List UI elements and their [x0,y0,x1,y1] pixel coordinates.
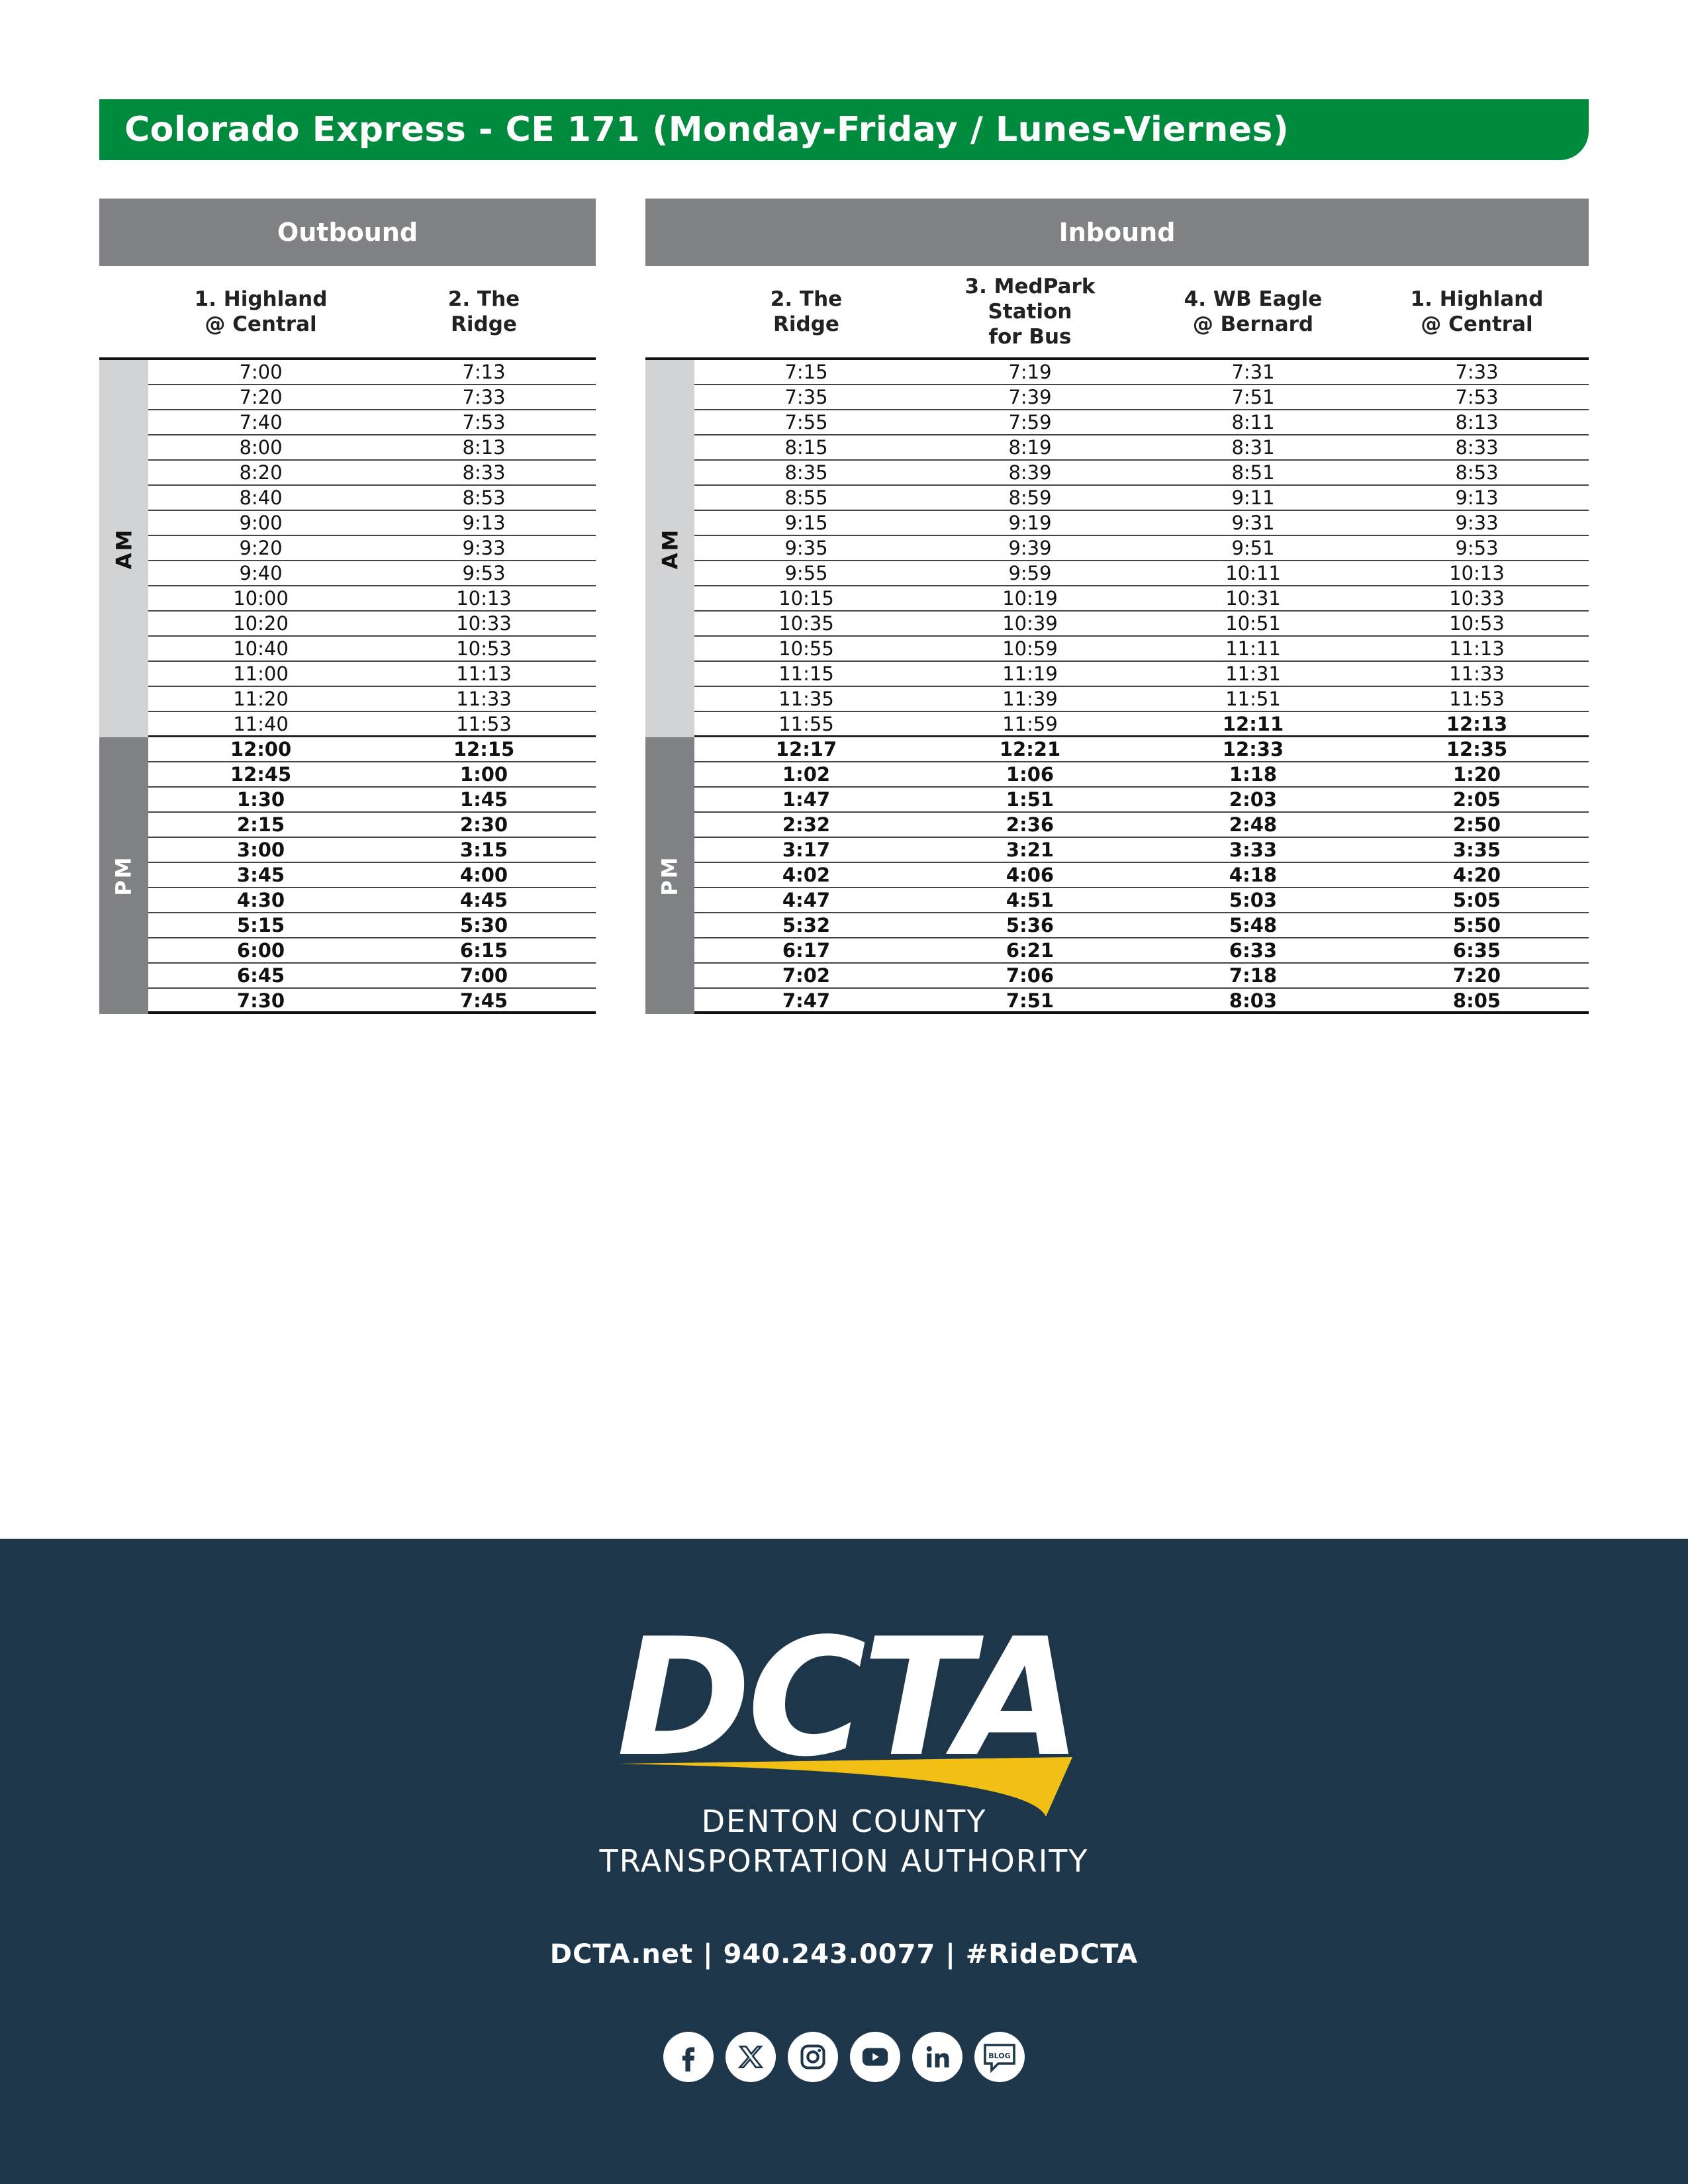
time-cell: 11:00 [233,662,289,685]
table-row [694,888,1589,913]
table-row [148,461,596,486]
time-cell: 11:33 [1449,662,1505,685]
time-cell: 2:36 [1006,813,1055,836]
inbound-stop-header: 1. Highland @ Central [1410,287,1544,336]
table-row [694,461,1589,486]
time-cell: 7:19 [1008,361,1052,383]
social-links [0,2032,1688,2082]
table-row [148,511,596,536]
time-cell: 8:20 [239,461,283,484]
time-cell: 5:15 [236,914,285,936]
time-cell: 8:13 [1455,411,1499,433]
time-cell: 11:40 [233,713,289,735]
time-cell: 5:48 [1229,914,1278,936]
table-row [148,838,596,863]
time-cell: 7:39 [1008,386,1052,408]
org-name-line1: DENTON COUNTY [701,1803,987,1839]
time-cell: 9:35 [784,537,828,559]
time-cell: 2:30 [459,813,508,836]
time-cell: 8:35 [784,461,828,484]
inbound-am-label-text: AM [657,527,682,570]
table-row [148,989,596,1014]
time-cell: 1:47 [782,788,831,811]
time-cell: 11:31 [1225,662,1281,685]
table-row [694,511,1589,536]
time-cell: 9:55 [784,562,828,584]
time-cell: 1:51 [1006,788,1055,811]
time-cell: 5:03 [1229,889,1278,911]
time-cell: 9:00 [239,512,283,534]
table-row [694,712,1589,737]
inbound-body [645,360,1589,1014]
table-row [694,561,1589,586]
time-cell: 5:05 [1452,889,1501,911]
table-row [694,637,1589,662]
table-row [148,888,596,913]
time-cell: 10:13 [1449,562,1505,584]
time-cell: 2:48 [1229,813,1278,836]
time-cell: 8:05 [1452,989,1501,1012]
inbound-stop-header: 4. WB Eagle @ Bernard [1184,287,1323,336]
time-cell: 7:00 [459,964,508,987]
time-cell: 7:33 [1455,361,1499,383]
inbound-pm-label-text: PM [657,855,682,896]
table-row [148,964,596,989]
time-cell: 11:39 [1002,688,1058,710]
time-cell: 11:59 [1002,713,1058,735]
time-cell: 8:00 [239,436,283,459]
time-cell: 8:15 [784,436,828,459]
time-cell: 9:33 [462,537,506,559]
time-cell: 2:50 [1452,813,1501,836]
time-cell: 7:02 [782,964,831,987]
time-cell: 8:03 [1229,989,1278,1012]
blog-icon[interactable] [974,2032,1025,2082]
time-cell: 8:40 [239,486,283,509]
table-row [148,762,596,788]
inbound-table [645,199,1589,1014]
x-icon[interactable] [726,2032,776,2082]
table-row [148,561,596,586]
time-cell: 8:59 [1008,486,1052,509]
table-row [694,612,1589,637]
org-name-line2: TRANSPORTATION AUTHORITY [599,1843,1089,1879]
time-cell: 11:53 [1449,688,1505,710]
table-row [148,586,596,612]
table-row [148,637,596,662]
time-cell: 3:15 [459,839,508,861]
instagram-icon[interactable] [788,2032,838,2082]
time-cell: 10:11 [1225,562,1281,584]
time-cell: 10:15 [778,587,834,610]
time-cell: 9:51 [1231,537,1275,559]
time-cell: 8:33 [1455,436,1499,459]
time-cell: 10:59 [1002,637,1058,660]
time-cell: 1:20 [1452,763,1501,786]
time-cell: 11:15 [778,662,834,685]
time-cell: 12:21 [999,738,1061,760]
time-cell: 6:33 [1229,939,1278,962]
time-cell: 5:36 [1006,914,1055,936]
table-row [694,989,1589,1014]
time-cell: 2:15 [236,813,285,836]
outbound-body [99,360,596,1014]
time-cell: 3:33 [1229,839,1278,861]
time-cell: 10:39 [1002,612,1058,635]
table-row [148,913,596,938]
footer [0,1539,1688,2184]
time-cell: 2:32 [782,813,831,836]
time-cell: 12:13 [1446,713,1508,735]
table-row [694,536,1589,561]
time-cell: 9:19 [1008,512,1052,534]
time-cell: 5:50 [1452,914,1501,936]
table-row [148,486,596,511]
time-cell: 9:53 [1455,537,1499,559]
time-cell: 7:31 [1231,361,1275,383]
time-cell: 11:53 [456,713,512,735]
time-cell: 7:45 [459,989,508,1012]
time-cell: 4:30 [236,889,285,911]
table-row [148,788,596,813]
table-row [148,385,596,410]
table-row [694,586,1589,612]
time-cell: 4:47 [782,889,831,911]
time-cell: 7:13 [462,361,506,383]
time-cell: 6:35 [1452,939,1501,962]
page-title: Colorado Express - CE 171 (Monday-Friday / Lunes-Viernes) [124,110,1289,150]
table-row [694,838,1589,863]
time-cell: 7:53 [462,411,506,433]
time-cell: 4:02 [782,864,831,886]
table-row [694,813,1589,838]
time-cell: 6:21 [1006,939,1055,962]
time-cell: 11:11 [1225,637,1281,660]
time-cell: 7:00 [239,361,283,383]
outbound-stop-header: 1. Highland @ Central [194,287,328,336]
time-cell: 9:53 [462,562,506,584]
time-cell: 9:20 [239,537,283,559]
dcta-logo-text: DCTA [616,1604,1078,1792]
time-cell: 9:31 [1231,512,1275,534]
time-cell: 7:06 [1006,964,1055,987]
time-cell: 7:40 [239,411,283,433]
time-cell: 12:17 [775,738,837,760]
time-cell: 7:18 [1229,964,1278,987]
table-row [694,687,1589,712]
table-row [694,938,1589,964]
table-row [694,385,1589,410]
table-row [148,662,596,687]
table-row [148,737,596,762]
time-cell: 7:55 [784,411,828,433]
table-row [694,737,1589,762]
contact-line: DCTA.net | 940.243.0077 | #RideDCTA [549,1939,1139,1970]
time-cell: 12:33 [1222,738,1284,760]
inbound-stop-header: 2. The Ridge [770,287,843,336]
time-cell: 9:13 [462,512,506,534]
time-cell: 11:13 [1449,637,1505,660]
time-cell: 3:00 [236,839,285,861]
time-cell: 9:40 [239,562,283,584]
time-cell: 10:19 [1002,587,1058,610]
time-cell: 12:35 [1446,738,1508,760]
table-row [694,913,1589,938]
time-cell: 10:31 [1225,587,1281,610]
time-cell: 3:35 [1452,839,1501,861]
outbound-am-label-text: AM [111,527,136,570]
time-cell: 9:59 [1008,562,1052,584]
time-cell: 8:13 [462,436,506,459]
inbound-heading: Inbound [645,199,1589,266]
time-cell: 4:00 [459,864,508,886]
time-cell: 4:18 [1229,864,1278,886]
time-cell: 10:35 [778,612,834,635]
outbound-heading: Outbound [99,199,596,266]
table-row [694,762,1589,788]
table-row [148,938,596,964]
time-cell: 4:51 [1006,889,1055,911]
time-cell: 12:15 [453,738,515,760]
table-row [148,813,596,838]
inbound-am-label [645,360,694,737]
time-cell: 4:45 [459,889,508,911]
time-cell: 9:11 [1231,486,1275,509]
outbound-table [99,199,596,1014]
time-cell: 8:51 [1231,461,1275,484]
facebook-icon[interactable] [663,2032,714,2082]
outbound-pm-label [99,737,148,1014]
time-cell: 12:45 [230,763,292,786]
time-cell: 5:32 [782,914,831,936]
table-row [148,712,596,737]
table-row [694,410,1589,435]
table-row [148,410,596,435]
time-cell: 4:20 [1452,864,1501,886]
time-cell: 1:45 [459,788,508,811]
table-row [148,536,596,561]
time-cell: 2:03 [1229,788,1278,811]
time-cell: 12:00 [230,738,292,760]
time-cell: 6:45 [236,964,285,987]
table-row [148,687,596,712]
time-cell: 11:13 [456,662,512,685]
inbound-column-headers [645,266,1589,360]
time-cell: 11:35 [778,688,834,710]
time-cell: 7:59 [1008,411,1052,433]
inbound-stop-header: 3. MedPark Station for Bus [964,275,1096,349]
time-cell: 12:11 [1222,713,1284,735]
time-cell: 7:30 [236,989,285,1012]
time-cell: 10:53 [456,637,512,660]
time-cell: 6:15 [459,939,508,962]
time-cell: 11:19 [1002,662,1058,685]
time-cell: 10:51 [1225,612,1281,635]
outbound-am-label [99,360,148,737]
time-cell: 6:17 [782,939,831,962]
time-cell: 10:13 [456,587,512,610]
time-cell: 1:02 [782,763,831,786]
time-cell: 8:53 [462,486,506,509]
table-row [148,863,596,888]
time-cell: 6:00 [236,939,285,962]
blog-icon-label: BLOG [988,2052,1011,2060]
time-cell: 10:00 [233,587,289,610]
time-cell: 7:51 [1231,386,1275,408]
time-cell: 9:13 [1455,486,1499,509]
time-cell: 7:53 [1455,386,1499,408]
time-cell: 8:33 [462,461,506,484]
time-cell: 7:15 [784,361,828,383]
time-cell: 8:55 [784,486,828,509]
outbound-pm-label-text: PM [111,855,136,896]
time-cell: 7:33 [462,386,506,408]
table-row [694,788,1589,813]
time-cell: 10:33 [1449,587,1505,610]
time-cell: 9:39 [1008,537,1052,559]
time-cell: 11:20 [233,688,289,710]
time-cell: 8:11 [1231,411,1275,433]
time-cell: 10:33 [456,612,512,635]
table-row [694,662,1589,687]
time-cell: 1:00 [459,763,508,786]
outbound-column-headers [99,266,596,360]
table-row [694,964,1589,989]
time-cell: 5:30 [459,914,508,936]
table-row [148,360,596,385]
time-cell: 8:31 [1231,436,1275,459]
time-cell: 7:20 [239,386,283,408]
time-cell: 10:53 [1449,612,1505,635]
time-cell: 11:33 [456,688,512,710]
time-cell: 2:05 [1452,788,1501,811]
time-cell: 1:06 [1006,763,1055,786]
time-cell: 11:51 [1225,688,1281,710]
title-bar [99,99,1589,160]
time-cell: 1:18 [1229,763,1278,786]
inbound-pm-label [645,737,694,1014]
time-cell: 8:19 [1008,436,1052,459]
table-row [694,360,1589,385]
time-cell: 9:15 [784,512,828,534]
time-cell: 9:33 [1455,512,1499,534]
table-row [694,435,1589,461]
time-cell: 7:20 [1452,964,1501,987]
table-row [148,435,596,461]
time-cell: 7:51 [1006,989,1055,1012]
time-cell: 3:21 [1006,839,1055,861]
time-cell: 3:17 [782,839,831,861]
outbound-stop-header: 2. The Ridge [447,287,520,336]
time-cell: 1:30 [236,788,285,811]
time-cell: 11:55 [778,713,834,735]
time-cell: 8:53 [1455,461,1499,484]
time-cell: 4:06 [1006,864,1055,886]
dcta-logo [616,1598,1079,1817]
time-cell: 3:45 [236,864,285,886]
time-cell: 8:39 [1008,461,1052,484]
time-cell: 10:55 [778,637,834,660]
linkedin-icon[interactable] [912,2032,962,2082]
table-row [694,486,1589,511]
table-row [148,612,596,637]
time-cell: 7:35 [784,386,828,408]
time-cell: 7:47 [782,989,831,1012]
time-cell: 10:20 [233,612,289,635]
table-row [694,863,1589,888]
youtube-icon[interactable] [850,2032,900,2082]
time-cell: 10:40 [233,637,289,660]
